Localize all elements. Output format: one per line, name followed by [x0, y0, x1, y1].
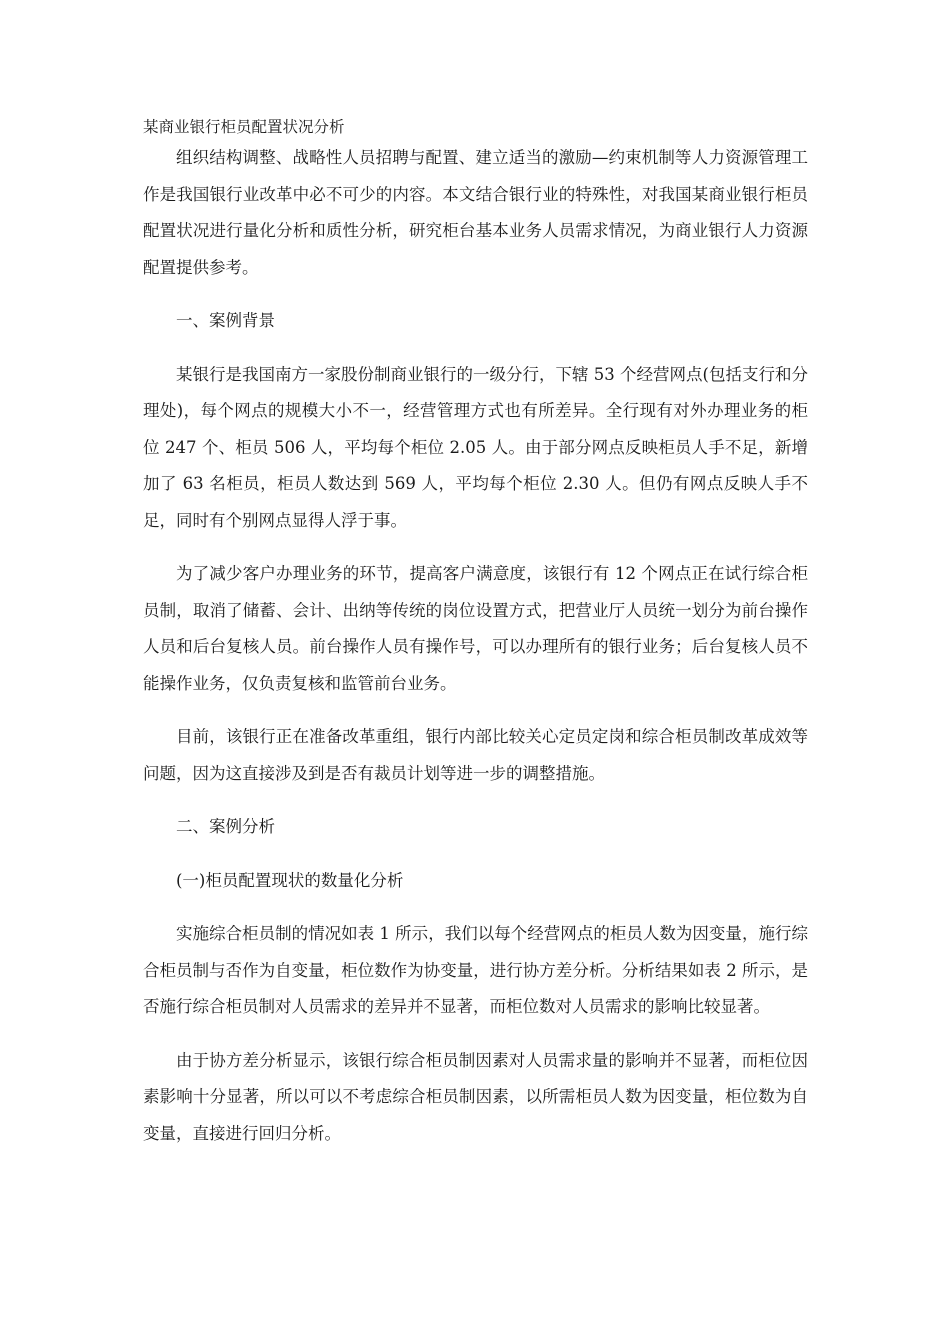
document-page	[143, 116, 808, 1152]
spacer	[143, 539, 808, 556]
spacer	[143, 1026, 808, 1043]
background-paragraph-1: 某银行是我国南方一家股份制商业银行的一级分行，下辖 53 个经营网点(包括支行和分理处)，每个网点的规模大小不一，经营管理方式也有所差异。全行现有对外办理业务的柜位 247 个、柜员 506 人，平均每个柜位 2.05 人。由于部分网点反映柜员人手不足，新增加了 63 名柜员，柜员人数达到 569 人，平均每个柜位 2.30 人。但仍有网点反映人手不足，同时有个别网点显得人浮于事。	[143, 364, 808, 530]
spacer	[143, 846, 808, 863]
spacer	[143, 702, 808, 719]
section-heading-background: 一、案例背景	[176, 311, 275, 330]
document-title: 某商业银行柜员配置状况分析	[143, 118, 345, 136]
section-heading-analysis: 二、案例分析	[176, 817, 275, 836]
spacer	[143, 340, 808, 357]
background-paragraph-2: 为了减少客户办理业务的环节，提高客户满意度，该银行有 12 个网点正在试行综合柜员制，取消了储蓄、会计、出纳等传统的岗位设置方式，把营业厅人员统一划分为前台操作人员和后台复核人员。前台操作人员有操作号，可以办理所有的银行业务；后台复核人员不能操作业务，仅负责复核和监管前台业务。	[143, 564, 808, 693]
spacer	[143, 792, 808, 809]
spacer	[143, 286, 808, 303]
subsection-heading-quantitative: (一)柜员配置现状的数量化分析	[176, 870, 404, 890]
spacer	[143, 899, 808, 916]
analysis-paragraph-1: 实施综合柜员制的情况如表 1 所示，我们以每个经营网点的柜员人数为因变量，施行综合柜员制与否作为自变量，柜位数作为协变量，进行协方差分析。分析结果如表 2 所示，是否施行综合柜员制对人员需求的差异并不显著，而柜位数对人员需求的影响比较显著。	[143, 924, 808, 1016]
background-paragraph-3: 目前，该银行正在准备改革重组，银行内部比较关心定员定岗和综合柜员制改革成效等问题，因为这直接涉及到是否有裁员计划等进一步的调整措施。	[143, 727, 808, 783]
intro-paragraph: 组织结构调整、战略性人员招聘与配置、建立适当的激励—约束机制等人力资源管理工作是我国银行业改革中必不可少的内容。本文结合银行业的特殊性，对我国某商业银行柜员配置状况进行量化分析和质性分析，研究柜台基本业务人员需求情况，为商业银行人力资源配置提供参考。	[143, 148, 808, 277]
analysis-paragraph-2: 由于协方差分析显示，该银行综合柜员制因素对人员需求量的影响并不显著，而柜位因素影响十分显著，所以可以不考虑综合柜员制因素，以所需柜员人数为因变量，柜位数为自变量，直接进行回归分析。	[143, 1050, 808, 1143]
